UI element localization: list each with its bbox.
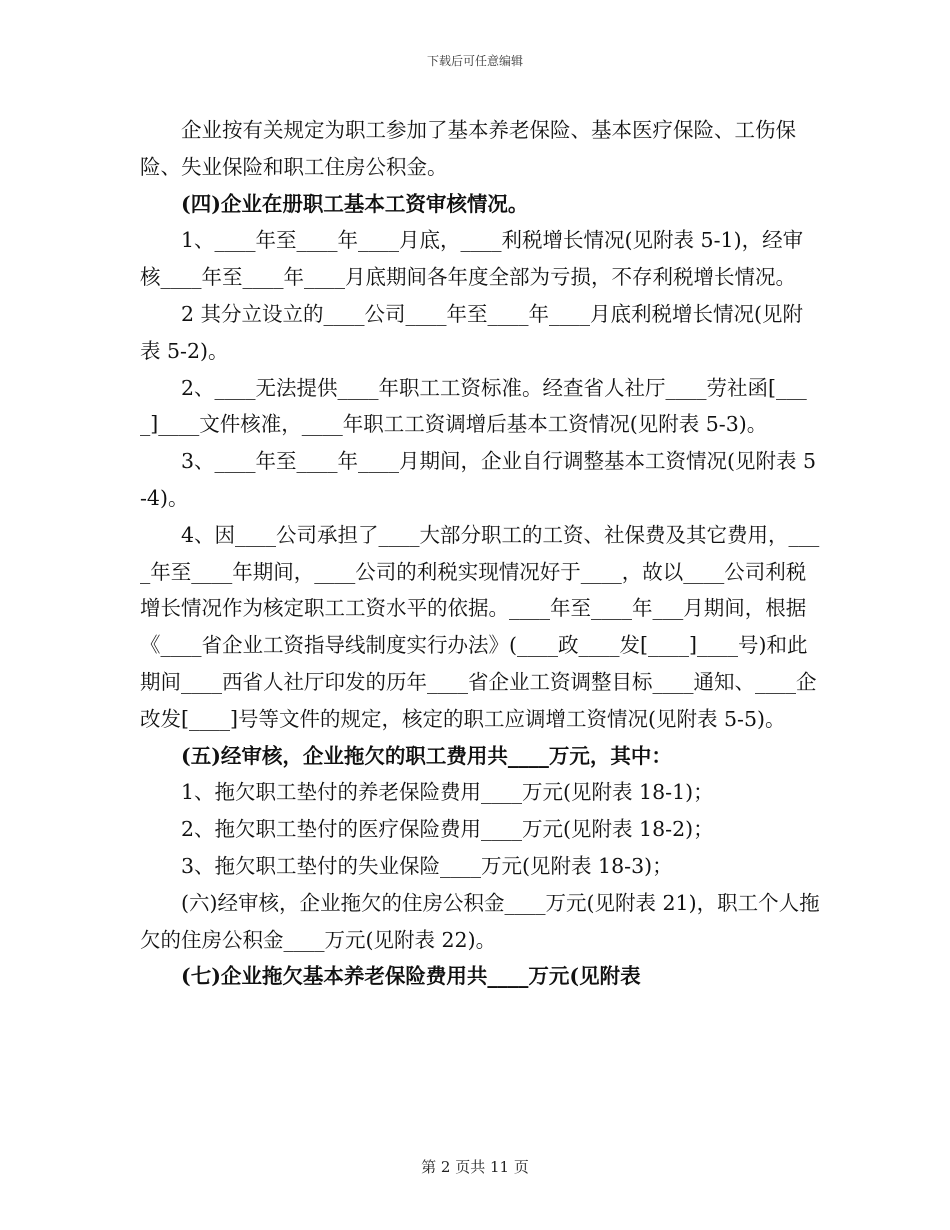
paragraph-item-2-split: 2 其分立设立的____公司____年至____年____月底利税增长情况(见附表 5-2)。 <box>140 301 804 363</box>
section-heading-5: (五)经审核，企业拖欠的职工费用共____万元，其中： <box>181 743 672 768</box>
paragraph-insurance: 企业按有关规定为职工参加了基本养老保险、基本医疗保险、工伤保险、失业保险和职工住房公积金。 <box>140 118 796 179</box>
page-footer: 第 2 页共 11 页 <box>421 1158 529 1176</box>
paragraph-arrears-2: 2、拖欠职工垫付的医疗保险费用____万元(见附表 18-2)； <box>181 817 714 842</box>
section-heading-7: (七)企业拖欠基本养老保险费用共____万元(见附表 <box>181 964 641 989</box>
page-header: 下载后可任意编辑 <box>426 54 523 68</box>
document-body <box>140 112 820 995</box>
paragraph-item-2: 2、____无法提供____年职工工资标准。经查省人社厅____劳社函[____]____文件核准，____年职工工资调增后基本工资情况(见附表 5-3)。 <box>140 375 807 437</box>
paragraph-item-1: 1、____年至____年____月底，____利税增长情况(见附表 5-1)，经审核____年至____年____月底期间各年度全部为亏损，不存利税增长情况。 <box>140 228 804 290</box>
paragraph-arrears-3: 3、拖欠职工垫付的失业保险____万元(见附表 18-3)； <box>181 853 673 878</box>
paragraph-arrears-1: 1、拖欠职工垫付的养老保险费用____万元(见附表 18-1)； <box>181 780 714 805</box>
section-heading-4: (四)企业在册职工基本工资审核情况。 <box>181 191 529 216</box>
section-heading-6: (六)经审核，企业拖欠的住房公积金____万元(见附表 21)，职工个人拖欠的住房公积金____万元(见附表 22)。 <box>140 890 820 952</box>
paragraph-item-4: 4、因____公司承担了____大部分职工的工资、社保费及其它费用，____年至____年期间，____公司的利税实现情况好于____，故以____公司利税增长情况作为核定职工工资水平的依据。____年至____年___月期间，根据《____省企业工资指导线制度实行办法》(____政____发[____]____号)和此期间____西省人社厅印发的历年____省企业工资调整目标____通知、____企改发[____]号等文件的规定，核定的职工应调增工资情况(见附表 5-5)。 <box>140 522 820 731</box>
paragraph-item-3: 3、____年至____年____月期间，企业自行调整基本工资情况(见附表 5-4)。 <box>140 449 817 510</box>
